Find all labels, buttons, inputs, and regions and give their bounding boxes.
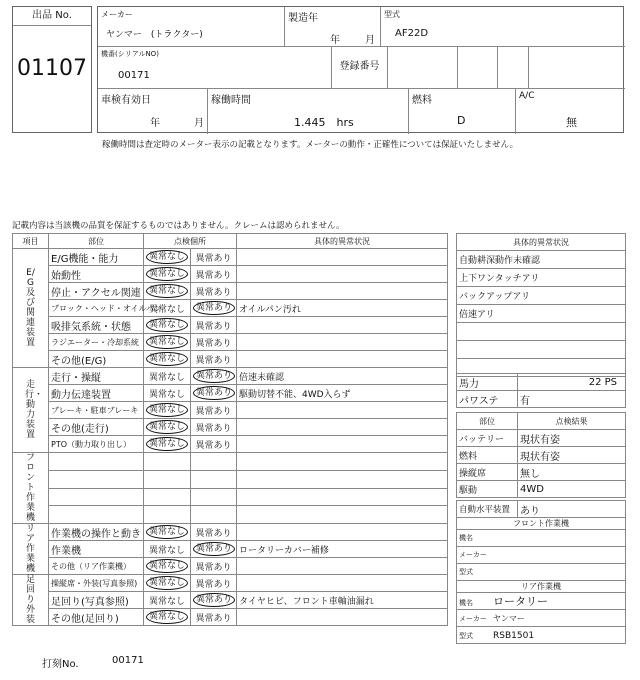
year-cell <box>285 7 381 47</box>
side-detail-row <box>457 305 626 323</box>
side-detail-cell <box>457 323 626 341</box>
inspection-month: 月 <box>194 118 204 129</box>
fuel-cell <box>409 89 516 134</box>
detail-cell <box>237 453 448 471</box>
year-unit: 年 <box>330 35 340 46</box>
option-some: 異常あり <box>195 562 232 573</box>
vehicle-info <box>97 6 624 133</box>
ps-value: 有 <box>518 391 626 408</box>
option-none-cell <box>144 436 191 453</box>
table-row <box>13 300 448 317</box>
detail-cell <box>237 351 448 368</box>
part-cell: 走行・操縦 <box>49 368 144 385</box>
option-none: 異常なし <box>146 576 188 590</box>
check-result: 4WD <box>518 481 626 498</box>
table-row <box>13 609 448 626</box>
front-maker-row <box>457 547 626 564</box>
side-detail-cell: バックアップアリ <box>457 287 626 305</box>
year-label: 製造年 <box>288 13 318 24</box>
inspection-cell <box>98 89 208 134</box>
side-detail-cell <box>457 341 626 359</box>
option-some-cell <box>191 402 237 419</box>
serial-label: 機番(シリアルNO) <box>101 50 159 58</box>
stamp-value: 00171 <box>112 655 144 666</box>
option-some-cell <box>191 385 237 402</box>
check-part: 駆動 <box>457 481 518 498</box>
option-some: 異常あり <box>195 528 232 539</box>
option-none-cell <box>144 558 191 575</box>
option-some-cell <box>191 351 237 368</box>
auto-level-value: あり <box>518 501 626 518</box>
table-row <box>13 368 448 385</box>
check-part: バッテリー <box>457 430 518 447</box>
check-row <box>457 481 626 498</box>
option-none: 異常なし <box>146 250 188 264</box>
table-row <box>13 592 448 609</box>
detail-cell <box>237 249 448 266</box>
model-cell <box>381 7 625 47</box>
stamp-label: 打刻No. <box>42 659 79 670</box>
ac-label: A/C <box>519 91 535 101</box>
option-some-cell <box>191 609 237 626</box>
detail-cell <box>237 334 448 351</box>
option-none-cell <box>144 283 191 300</box>
hours-note: 稼働時間は査定時のメーター表示の記載となります。メーターの動作・正確性については保証いたしません。 <box>102 140 519 150</box>
front-model-row <box>457 564 626 581</box>
part-cell: 操縦席・外装(写真参照) <box>49 575 144 592</box>
option-some-cell <box>191 266 237 283</box>
front-model-label: 型式 <box>459 568 473 576</box>
check-part-header: 部位 <box>457 413 518 430</box>
detail-cell <box>237 609 448 626</box>
option-some: 異常あり <box>195 321 232 332</box>
side-detail-cell: 自動耕深動作未確認 <box>457 251 626 269</box>
option-none-cell <box>144 419 191 436</box>
rear-model-row <box>457 627 626 644</box>
check-row <box>457 447 626 464</box>
table-row <box>13 558 448 575</box>
reg-cell-2 <box>458 47 498 89</box>
detail-cell: 駆動切替不能、4WD入らず <box>237 385 448 402</box>
auto-level-label: 自動水平装置 <box>457 501 518 518</box>
side-detail-row <box>457 341 626 359</box>
detail-cell <box>237 575 448 592</box>
table-row <box>13 249 448 266</box>
option-some-cell <box>191 283 237 300</box>
side-detail-row <box>457 323 626 341</box>
rear-name-row <box>457 593 626 610</box>
option-none-cell <box>144 541 191 558</box>
option-none-cell <box>144 506 191 524</box>
ac-value: 無 <box>566 116 577 129</box>
detail-cell <box>237 558 448 575</box>
model-label: 型式 <box>384 10 400 19</box>
option-some: 異常あり <box>195 270 232 281</box>
option-some-cell <box>191 436 237 453</box>
option-none: 異常なし <box>146 335 188 349</box>
part-cell <box>49 488 144 506</box>
detail-cell <box>237 470 448 488</box>
detail-cell: ロータリーカバー補修 <box>237 541 448 558</box>
option-none: 異常なし <box>146 352 188 366</box>
reg-cell-3 <box>498 47 529 89</box>
side-detail-cell: 上下ワンタッチアリ <box>457 269 626 287</box>
option-some-cell <box>191 334 237 351</box>
check-row <box>457 464 626 481</box>
check-row <box>457 430 626 447</box>
option-none: 異常なし <box>146 525 188 539</box>
option-none-cell <box>144 488 191 506</box>
part-cell: ブロック・ヘッド・オイルパン <box>49 300 144 317</box>
detail-cell <box>237 436 448 453</box>
side-detail-cell: 倍速アリ <box>457 305 626 323</box>
table-row <box>13 541 448 558</box>
check-part: 操縦席 <box>457 464 518 481</box>
rear-maker: ヤンマー <box>493 613 525 623</box>
option-none: 異常なし <box>148 596 185 607</box>
option-some-cell <box>191 453 237 471</box>
option-none: 異常なし <box>146 420 188 434</box>
option-some-cell <box>191 249 237 266</box>
category-cell: 足回り外装 <box>13 575 49 626</box>
spec-table <box>456 373 626 408</box>
table-row <box>13 266 448 283</box>
option-some: 異常あり <box>193 369 235 383</box>
option-none: 異常なし <box>146 559 188 573</box>
part-cell: 始動性 <box>49 266 144 283</box>
option-some-cell <box>191 506 237 524</box>
part-cell: その他(足回り) <box>49 609 144 626</box>
front-header: フロント作業機 <box>457 518 626 530</box>
part-cell: その他(走行) <box>49 419 144 436</box>
header-item: 項目 <box>13 234 49 249</box>
option-none: 異常なし <box>146 437 188 451</box>
part-cell <box>49 453 144 471</box>
option-some-cell <box>191 470 237 488</box>
option-some-cell <box>191 488 237 506</box>
option-none-cell <box>144 266 191 283</box>
option-some: 異常あり <box>195 287 232 298</box>
serial-cell <box>98 47 332 89</box>
check-table <box>456 412 626 498</box>
front-name-label: 機名 <box>459 534 473 542</box>
option-none-cell <box>144 592 191 609</box>
part-cell: 足回り(写真参照) <box>49 592 144 609</box>
option-some-cell <box>191 368 237 385</box>
option-none-cell <box>144 334 191 351</box>
option-none: 異常なし <box>146 403 188 417</box>
option-none-cell <box>144 524 191 541</box>
option-none: 異常なし <box>148 372 185 383</box>
detail-cell: タイヤヒビ、フロント車軸油漏れ <box>237 592 448 609</box>
table-row <box>13 351 448 368</box>
option-some: 異常あり <box>193 301 235 315</box>
option-none-cell <box>144 300 191 317</box>
rear-name-label: 機名 <box>459 599 473 607</box>
part-cell: PTO（動力取り出し） <box>49 436 144 453</box>
implement-table <box>456 500 626 644</box>
option-none: 異常なし <box>146 318 188 332</box>
option-none-cell <box>144 317 191 334</box>
table-row <box>13 436 448 453</box>
header-part: 部位 <box>49 234 144 249</box>
rear-model-label: 型式 <box>459 631 473 640</box>
option-some-cell <box>191 558 237 575</box>
table-header <box>13 234 448 249</box>
fuel-value: D <box>457 114 466 127</box>
option-some: 異常あり <box>195 253 232 264</box>
table-row <box>13 283 448 300</box>
option-none: 異常なし <box>148 304 185 315</box>
category-cell: リア作業機 <box>13 524 49 575</box>
inspection-label: 車検有効日 <box>101 95 151 106</box>
fuel-label: 燃料 <box>412 95 432 106</box>
option-some: 異常あり <box>195 423 232 434</box>
category-cell: 走行・動力装置 <box>13 368 49 453</box>
part-cell: 作業機 <box>49 541 144 558</box>
option-none-cell <box>144 575 191 592</box>
check-part: 燃料 <box>457 447 518 464</box>
hours-cell <box>208 89 409 134</box>
option-some-cell <box>191 524 237 541</box>
table-row <box>13 317 448 334</box>
detail-cell: 倍速未確認 <box>237 368 448 385</box>
rear-maker-row <box>457 610 626 627</box>
part-cell: 動力伝達装置 <box>49 385 144 402</box>
option-some-cell <box>191 300 237 317</box>
side-detail-row <box>457 269 626 287</box>
side-detail-header: 具体的異常状況 <box>457 234 626 251</box>
table-row <box>13 575 448 592</box>
option-some: 異常あり <box>195 338 232 349</box>
detail-cell <box>237 488 448 506</box>
option-none: 異常なし <box>148 389 185 400</box>
option-none-cell <box>144 453 191 471</box>
part-cell: その他（リア作業機） <box>49 558 144 575</box>
detail-cell <box>237 283 448 300</box>
option-some: 異常あり <box>195 440 232 451</box>
option-none: 異常なし <box>146 610 188 624</box>
option-none: 異常なし <box>146 267 188 281</box>
option-none-cell <box>144 351 191 368</box>
hours-value: 1.445 hrs <box>294 116 354 129</box>
rear-name: ロータリー <box>493 595 548 608</box>
front-name-row <box>457 530 626 547</box>
option-some: 異常あり <box>195 613 232 624</box>
option-some: 異常あり <box>193 542 235 556</box>
table-row <box>13 470 448 488</box>
check-result: 無し <box>518 464 626 481</box>
option-none-cell <box>144 470 191 488</box>
table-row <box>13 419 448 436</box>
part-cell: E/G機能・能力 <box>49 249 144 266</box>
option-some-cell <box>191 541 237 558</box>
option-some: 異常あり <box>195 355 232 366</box>
option-some-cell <box>191 419 237 436</box>
part-cell: 停止・アクセル関連 <box>49 283 144 300</box>
front-maker-label: メーカー <box>459 551 487 559</box>
option-none: 異常なし <box>146 284 188 298</box>
option-none-cell <box>144 249 191 266</box>
header-check: 点検個所 <box>144 234 237 249</box>
listing-no-label: 出品 No. <box>13 7 91 26</box>
option-some: 異常あり <box>195 579 232 590</box>
part-cell: 作業機の操作と動き <box>49 524 144 541</box>
detail-cell <box>237 317 448 334</box>
maker-cell <box>98 7 285 47</box>
header-detail: 具体的異常状況 <box>237 234 448 249</box>
table-row <box>13 453 448 471</box>
side-detail-row <box>457 287 626 305</box>
option-none-cell <box>144 368 191 385</box>
part-cell: ブレーキ・駐車ブレーキ <box>49 402 144 419</box>
part-cell: ラジエーター・冷却系統 <box>49 334 144 351</box>
reg-label: 登録番号 <box>332 47 388 89</box>
rear-model: RSB1501 <box>493 630 535 641</box>
table-row <box>13 402 448 419</box>
month-unit: 月 <box>365 35 375 46</box>
reg-cell-1 <box>388 47 458 89</box>
part-cell <box>49 506 144 524</box>
option-some-cell <box>191 592 237 609</box>
ac-cell <box>516 89 625 134</box>
option-none: 異常なし <box>148 545 185 556</box>
hp-value: 22 PS <box>518 374 626 391</box>
option-some: 異常あり <box>195 406 232 417</box>
check-result-header: 点検結果 <box>518 413 626 430</box>
detail-cell <box>237 266 448 283</box>
side-detail-row <box>457 251 626 269</box>
hp-label: 馬力 <box>457 374 518 391</box>
option-some-cell <box>191 575 237 592</box>
table-row <box>13 506 448 524</box>
maker-label: メーカー <box>101 10 133 19</box>
category-cell: E/G及び関連装置 <box>13 249 49 368</box>
model-value: AF22D <box>395 28 429 39</box>
check-result: 現状有姿 <box>518 430 626 447</box>
option-some: 異常あり <box>193 593 235 607</box>
detail-cell: オイルパン汚れ <box>237 300 448 317</box>
detail-cell <box>237 402 448 419</box>
table-row <box>13 524 448 541</box>
option-none-cell <box>144 402 191 419</box>
ps-label: パワステ <box>457 391 518 408</box>
serial-value: 00171 <box>118 70 150 81</box>
rear-header: リア作業機 <box>457 581 626 593</box>
disclaimer: 記載内容は当該機の品質を保証するものではありません。クレームは認められません。 <box>12 221 345 231</box>
reg-cell-4 <box>529 47 625 89</box>
hours-label: 稼働時間 <box>211 95 251 106</box>
table-row <box>13 385 448 402</box>
option-some: 異常あり <box>193 386 235 400</box>
listing-no: 01107 <box>17 56 87 81</box>
check-result: 現状有姿 <box>518 447 626 464</box>
side-detail-table <box>456 233 626 377</box>
detail-cell <box>237 524 448 541</box>
category-cell: フロント作業機 <box>13 453 49 524</box>
table-row <box>13 488 448 506</box>
inspection-year: 年 <box>150 118 160 129</box>
part-cell: その他(E/G) <box>49 351 144 368</box>
rear-maker-label: メーカー <box>459 614 487 623</box>
option-some-cell <box>191 317 237 334</box>
table-row <box>13 334 448 351</box>
part-cell: 吸排気系統・状態 <box>49 317 144 334</box>
option-none-cell <box>144 385 191 402</box>
detail-cell <box>237 506 448 524</box>
listing-no-box <box>12 6 92 133</box>
part-cell <box>49 470 144 488</box>
maker-value: ヤンマー (トラクター) <box>106 30 203 40</box>
inspection-table <box>12 233 448 626</box>
option-none-cell <box>144 609 191 626</box>
detail-cell <box>237 419 448 436</box>
